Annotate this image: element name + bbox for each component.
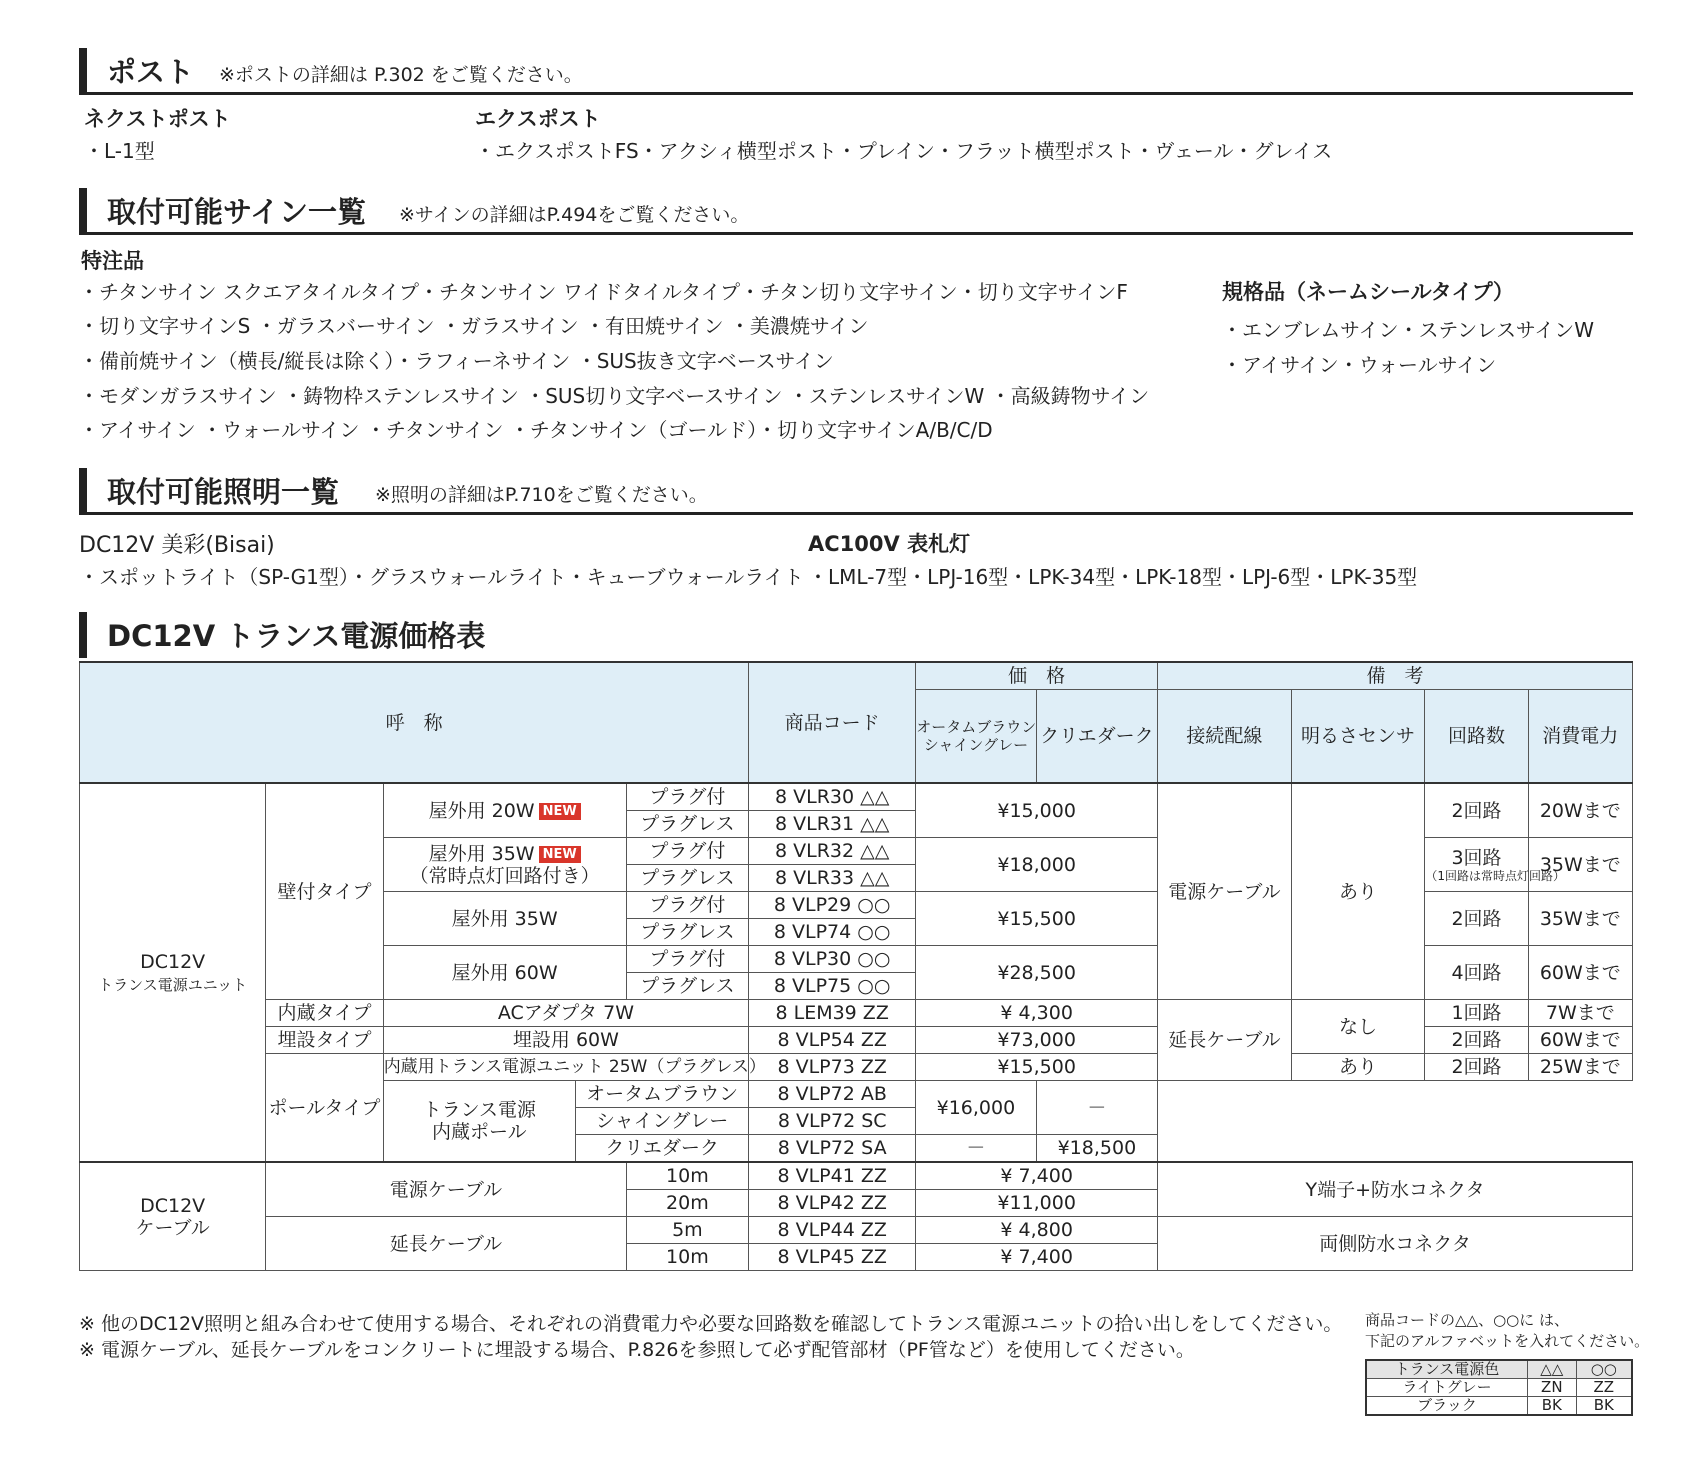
type-wall: 壁付タイプ [266, 783, 383, 1000]
wiring-cell: 電源ケーブル [1158, 783, 1292, 1000]
price-section-bar [79, 612, 87, 658]
section-bar [79, 468, 87, 512]
product-code: 8 VLP72 SC [749, 1108, 916, 1135]
product-code: 8 VLP29 ○○ [749, 892, 916, 919]
color-name: ブラック [1366, 1397, 1528, 1416]
wiring-cell: 延長ケーブル [1158, 1000, 1292, 1081]
length-cell: 10m [626, 1244, 749, 1271]
next-post-heading: ネクストポスト [84, 107, 231, 131]
power-cell: 7Wまで [1528, 1000, 1632, 1027]
standard-sign-line: ・エンブレムサイン・ステンレスサインW [1222, 318, 1595, 342]
power-cell: 35Wまで [1528, 892, 1632, 946]
header-color-sa: クリエダーク [1036, 690, 1157, 784]
circuits-cell: 2回路 [1425, 1054, 1528, 1081]
product-code: 8 LEM39 ZZ [749, 1000, 916, 1027]
product-code: 8 VLP30 ○○ [749, 946, 916, 973]
power-cell: 25Wまで [1528, 1054, 1632, 1081]
product-code: 8 VLP44 ZZ [749, 1217, 916, 1244]
footnote-2: ※ 電源ケーブル、延長ケーブルをコンクリートに埋設する場合、P.826を参照して必ず配管部材（PF管など）を使用してください。 [79, 1339, 1195, 1361]
remark-cell: Y端子+防水コネクタ [1158, 1162, 1633, 1217]
circuits-cell: 2回路 [1425, 892, 1528, 946]
product-code: 8 VLP74 ○○ [749, 919, 916, 946]
row-pole-unit-name: 内蔵用トランス電源ユニット 25W（プラグレス） [383, 1054, 748, 1081]
plugless-label: プラグレス [626, 973, 749, 1000]
circuits-cell: 2回路 [1425, 1027, 1528, 1054]
signs-section-header [79, 188, 1633, 235]
price-dash: － [916, 1135, 1036, 1163]
custom-sign-line: ・備前焼サイン（横長/縦長は除く）・ラフィーネサイン ・SUS抜き文字ベースサイン [79, 349, 834, 373]
color-header: トランス電源色 [1366, 1360, 1528, 1379]
price-cell: ¥15,500 [916, 892, 1158, 946]
product-code: 8 VLR30 △△ [749, 783, 916, 811]
header-code: 商品コード [749, 662, 916, 783]
new-badge: NEW [539, 846, 581, 863]
plugless-label: プラグレス [626, 865, 749, 892]
standard-signs-heading: 規格品（ネームシールタイプ） [1222, 280, 1514, 304]
header-name: 呼 称 [80, 662, 749, 783]
plug-label: プラグ付 [626, 783, 749, 811]
color-header: ○○ [1576, 1360, 1632, 1379]
price-cell: ¥15,000 [916, 783, 1158, 838]
price-dash: － [1036, 1081, 1157, 1135]
x-post-heading: エクスポスト [475, 107, 601, 131]
price-cell: ¥ 7,400 [916, 1162, 1158, 1190]
product-code: 8 VLP72 SA [749, 1135, 916, 1163]
product-code: 8 VLR32 △△ [749, 838, 916, 865]
plug-label: プラグ付 [626, 892, 749, 919]
price-cell: ¥18,500 [1036, 1135, 1157, 1163]
sensor-cell: あり [1291, 1054, 1425, 1081]
type-pole: ポールタイプ [266, 1054, 383, 1163]
row-20w-name: 屋外用 20W NEW [383, 783, 626, 838]
header-color-ab-sc: オータムブラウン シャイングレー [916, 690, 1036, 784]
circuits-cell: 3回路 （1回路は常時点灯回路） [1425, 838, 1528, 892]
pole-color: クリエダーク [576, 1135, 749, 1163]
price-table [79, 661, 1633, 1271]
product-code: 8 VLP45 ZZ [749, 1244, 916, 1271]
row-pole-name: トランス電源 内蔵ポール [383, 1081, 575, 1163]
header-remarks: 備 考 [1158, 662, 1633, 690]
new-badge: NEW [539, 803, 581, 820]
product-code: 8 VLP54 ZZ [749, 1027, 916, 1054]
post-section-header [79, 48, 1633, 95]
product-code: 8 VLP73 ZZ [749, 1054, 916, 1081]
header-price: 価 格 [916, 662, 1158, 690]
product-code: 8 VLP75 ○○ [749, 973, 916, 1000]
row-35w-name: 屋外用 35W [383, 892, 626, 946]
price-cell: ¥73,000 [916, 1027, 1158, 1054]
signs-title: 取付可能サイン一覧 [107, 195, 366, 229]
row-ac-adapter-name: ACアダプタ 7W [383, 1000, 748, 1027]
row-ext-cable-name: 延長ケーブル [266, 1217, 626, 1271]
price-cell: ¥15,500 [916, 1054, 1158, 1081]
length-cell: 10m [626, 1162, 749, 1190]
price-cell: ¥28,500 [916, 946, 1158, 1000]
plug-label: プラグ付 [626, 838, 749, 865]
price-cell: ¥18,000 [916, 838, 1158, 892]
price-cell: ¥16,000 [916, 1081, 1036, 1135]
product-code: 8 VLR33 △△ [749, 865, 916, 892]
dc12v-lights-heading: DC12V 美彩(Bisai) [79, 533, 275, 558]
sensor-cell: あり [1291, 783, 1425, 1000]
type-builtin: 内蔵タイプ [266, 1000, 383, 1027]
row-35w-new-name: 屋外用 35W NEW （常時点灯回路付き） [383, 838, 626, 892]
circuits-cell: 4回路 [1425, 946, 1528, 1000]
plugless-label: プラグレス [626, 811, 749, 838]
product-code: 8 VLP72 AB [749, 1081, 916, 1108]
section-bar [79, 48, 87, 92]
color-code: BK [1576, 1397, 1632, 1416]
circuits-cell: 2回路 [1425, 783, 1528, 838]
code-note-2: 下記のアルファベットを入れてください。 [1365, 1332, 1650, 1350]
next-post-items: ・L-1型 [84, 139, 155, 163]
price-table-title: DC12V トランス電源価格表 [107, 619, 486, 653]
x-post-items: ・エクスポストFS・アクシィ横型ポスト・プレイン・フラット横型ポスト・ヴェール・グレイス [475, 139, 1333, 163]
custom-sign-line: ・アイサイン ・ウォールサイン ・チタンサイン ・チタンサイン（ゴールド）・切り文字サインA/B/C/D [79, 418, 993, 442]
row-power-cable-name: 電源ケーブル [266, 1162, 626, 1217]
color-code: BK [1528, 1397, 1577, 1416]
power-cell: 20Wまで [1528, 783, 1632, 838]
sensor-cell: なし [1291, 1000, 1425, 1054]
post-title: ポスト [107, 55, 195, 89]
lights-title: 取付可能照明一覧 [107, 475, 340, 509]
color-code: ZN [1528, 1379, 1577, 1397]
pole-color: シャイングレー [576, 1108, 749, 1135]
price-cell: ¥ 4,800 [916, 1217, 1158, 1244]
price-cell: ¥11,000 [916, 1190, 1158, 1217]
section-bar [79, 188, 87, 232]
circuits-cell: 1回路 [1425, 1000, 1528, 1027]
header-sensor: 明るさセンサ [1291, 690, 1425, 784]
color-header: △△ [1528, 1360, 1577, 1379]
code-note-1: 商品コードの△△、○○に は、 [1365, 1311, 1570, 1329]
product-code: 8 VLP41 ZZ [749, 1162, 916, 1190]
custom-sign-line: ・モダンガラスサイン ・鋳物枠ステンレスサイン ・SUS切り文字ベースサイン ・ステンレスサインW ・高級鋳物サイン [79, 384, 1150, 408]
footnote-1: ※ 他のDC12V照明と組み合わせて使用する場合、それぞれの消費電力や必要な回路数を確認してトランス電源ユニットの拾い出しをしてください。 [79, 1313, 1343, 1335]
product-code: 8 VLR31 △△ [749, 811, 916, 838]
empty-remarks [1158, 1081, 1633, 1163]
power-cell: 35Wまで [1528, 838, 1632, 892]
signs-note: ※サインの詳細はP.494をご覧ください。 [399, 204, 750, 226]
power-cell: 60Wまで [1528, 1027, 1632, 1054]
color-code: ZZ [1576, 1379, 1632, 1397]
row-60w-name: 屋外用 60W [383, 946, 626, 1000]
group-transformer-unit: DC12V トランス電源ユニット [80, 783, 266, 1162]
header-wiring: 接続配線 [1158, 690, 1292, 784]
header-circuits: 回路数 [1425, 690, 1528, 784]
ac100v-lights-items: ・LML-7型・LPJ-16型・LPK-34型・LPK-18型・LPJ-6型・LPK-35型 [808, 565, 1418, 589]
length-cell: 20m [626, 1190, 749, 1217]
custom-sign-line: ・チタンサイン スクエアタイルタイプ・チタンサイン ワイドタイルタイプ・チタン切り文字サイン・切り文字サインF [79, 280, 1128, 304]
header-power: 消費電力 [1528, 690, 1632, 784]
ac100v-lights-heading: AC100V 表札灯 [808, 532, 971, 556]
group-cable: DC12V ケーブル [80, 1162, 266, 1271]
standard-sign-line: ・アイサイン・ウォールサイン [1222, 353, 1497, 377]
product-code: 8 VLP42 ZZ [749, 1190, 916, 1217]
price-cell: ¥ 4,300 [916, 1000, 1158, 1027]
price-cell: ¥ 7,400 [916, 1244, 1158, 1271]
dc12v-lights-items: ・スポットライト（SP-G1型）・グラスウォールライト・キューブウォールライト [79, 565, 804, 589]
remark-cell: 両側防水コネクタ [1158, 1217, 1633, 1271]
row-buried-name: 埋設用 60W [383, 1027, 748, 1054]
lights-note: ※照明の詳細はP.710をご覧ください。 [375, 484, 708, 506]
custom-signs-heading: 特注品 [81, 249, 144, 273]
custom-sign-line: ・切り文字サインS ・ガラスバーサイン ・ガラスサイン ・有田焼サイン ・美濃焼サイン [79, 314, 869, 338]
color-name: ライトグレー [1366, 1379, 1528, 1397]
color-code-table [1365, 1359, 1633, 1416]
post-note: ※ポストの詳細は P.302 をご覧ください。 [219, 64, 583, 86]
power-cell: 60Wまで [1528, 946, 1632, 1000]
lights-section-header [79, 468, 1633, 515]
plugless-label: プラグレス [626, 919, 749, 946]
length-cell: 5m [626, 1217, 749, 1244]
plug-label: プラグ付 [626, 946, 749, 973]
type-buried: 埋設タイプ [266, 1027, 383, 1054]
pole-color: オータムブラウン [576, 1081, 749, 1108]
